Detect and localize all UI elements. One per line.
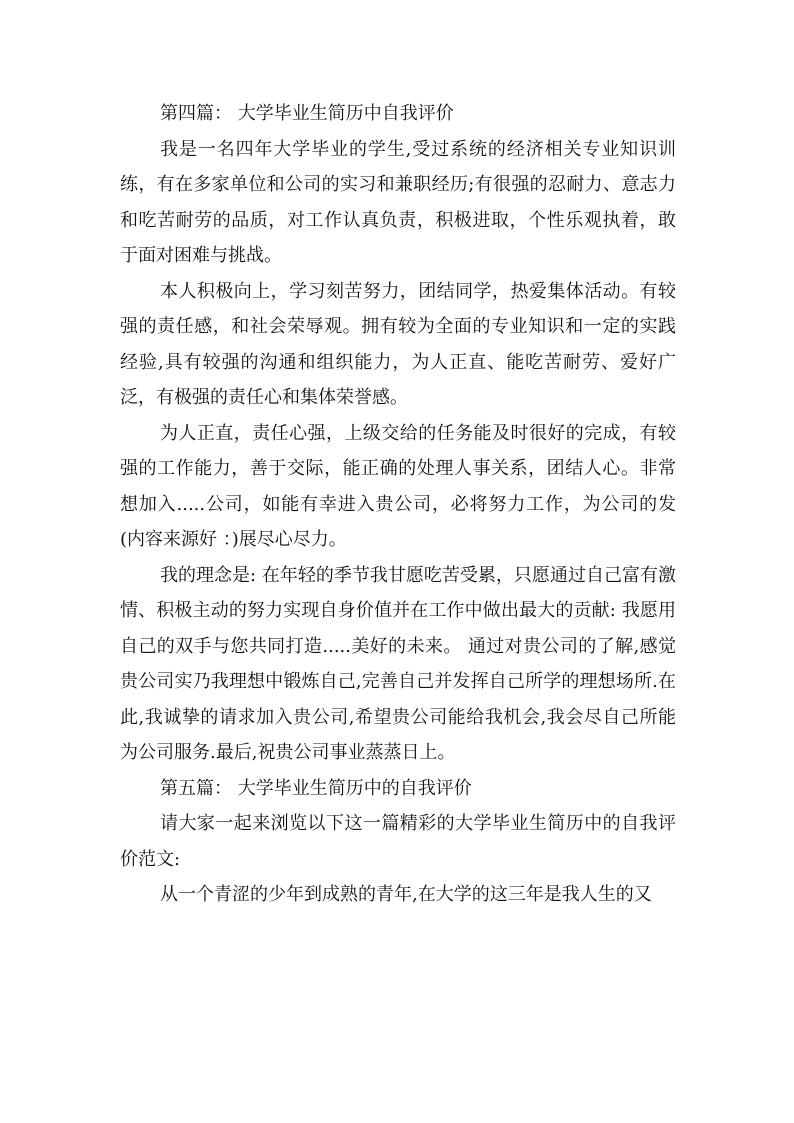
section-4-paragraph-4: 我的理念是: 在年轻的季节我甘愿吃苦受累，只愿通过自己富有激情、积极主动的努力实现自身价值并在工作中做出最大的贡献: 我愿用自己的双手与您共同打造.....美好的未来。 通过对贵公司的了解,感觉贵公司实乃我理想中锻炼自己,完善自己并发挥自己所学的理想场所.在此,我诚挚的请求加入贵公司,希望贵公司能给我机会,我会尽自己所能为公司服务.最后,祝贵公司事业蒸蒸日上。 (120, 564, 676, 763)
section-4-paragraph-1: 我是一名四年大学毕业的学生,受过系统的经济相关专业知识训练，有在多家单位和公司的实习和兼职经历;有很强的忍耐力、意志力和吃苦耐劳的品质，对工作认真负责，积极进取，个性乐观执着，敢于面对困难与挑战。 (120, 138, 676, 266)
section-4-paragraph-3: 为人正直，责任心强，上级交给的任务能及时很好的完成，有较强的工作能力，善于交际，能正确的处理人事关系，团结人心。非常想加入.....公司，如能有幸进入贵公司，必将努力工作，为公司的发(内容来源好 ：)展尽心尽力。 (120, 422, 676, 550)
section-heading-4: 第四篇： 大学毕业生简历中自我评价 (160, 103, 454, 124)
document-body (120, 96, 676, 913)
section-5-paragraph-1: 请大家一起来浏览以下这一篇精彩的大学毕业生简历中的自我评价范文: (120, 813, 676, 870)
section-4-paragraph-2: 本人积极向上，学习刻苦努力，团结同学，热爱集体活动。有较强的责任感，和社会荣辱观。拥有较为全面的专业知识和一定的实践经验,具有较强的沟通和组织能力，为人正直、能吃苦耐劳、爱好广泛，有极强的责任心和集体荣誉感。 (120, 280, 676, 408)
section-heading-5: 第五篇： 大学毕业生简历中的自我评价 (160, 777, 472, 799)
section-5-paragraph-2: 从一个青涩的少年到成熟的青年,在大学的这三年是我人生的又 (160, 884, 652, 905)
